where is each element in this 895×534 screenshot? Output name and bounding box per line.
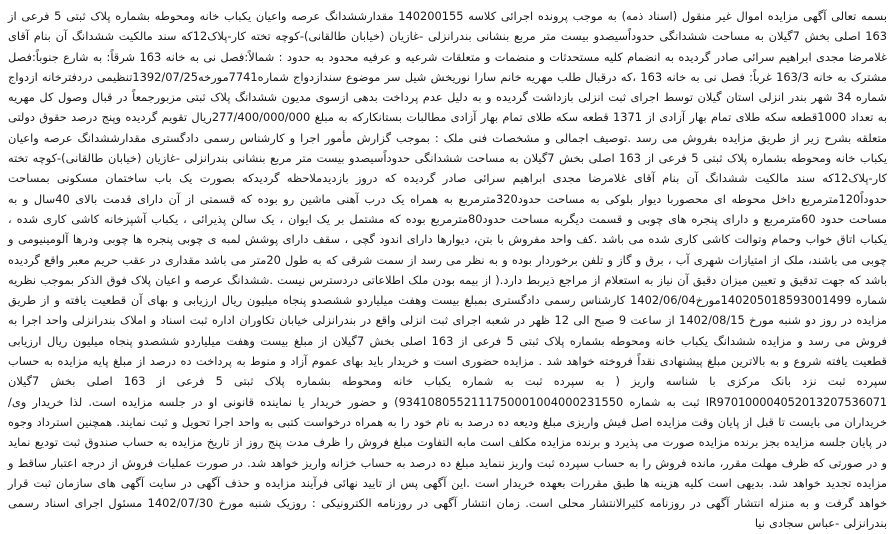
auction-notice-text: بسمه تعالی آگهی مزایده اموال غیر منقول (اسناد ذمه) به موجب پرونده اجرائی کلاسه 140200155 مقدارششدانگ عرصه واعیان یکباب خانه ومحوطه بشماره پلاک ثبتی 5 فرعی از 163 اصلی بخش 7گیلان به مساحت ششدانگی حدوداًسیصدو بیست متر مربع بنشانی بندرانزلی -غازیان (خیابان طالقانی)-کوچه تخته کار-پلاک12که سند مالکیت ششدانگ آن بنام آقای غلامرضا مجدی ابراهیم سرائی صادر گردیده به انضمام کلیه مستحدثات و منضمات و متعلقات شرعیه و عرفیه محدود به حدود : شمالاً:فصل نی به خانه 163 شرقاً: به شارع جنوباً:فصل مشترک به خانه 163/3 غرباً: فصل نی به خانه 163 ،که درقبال طلب مهریه خانم سارا نوریخش شیل سر موضوع سندازدواج شماره7741مورخه1392/07/25تنظیمی دردفترخانه ازدواج شماره 34 شهر بندر انزلی استان گیلان توسط اجرای ثبت انزلی بازداشت گردیده و به دلیل عدم پرداخت بدهی ازسوی مدیون ششدانگ پلاک ثبتی مزبورجمعاً در قبال وصول کل مهریه به تعداد 1000قطعه سکه طلای تمام بهار آزادی از 1371 قطعه سکه طلای تمام بهار آزادی مطالبات بستانکارکه به مبلغ 277/400/000/000ریال تقویم گردیده وپنج درصد حقوق دولتی متعلقه بشرح زیر از طریق مزایده بفروش می رسد .توصیف اجمالی و مشخصات فنی ملک : بموجب گزارش مأمور اجرا و کارشناس رسمی دادگستری مقدارششدانگ عرصه واعیان یکباب خانه ومحوطه بشماره پلاک ثبتی 5 فرعی از 163 اصلی بخش 7گیلان به مساحت ششدانگی حدوداًسیصدو بیست متر مربع بنشانی بندرانزلی -غازیان (خیابان طالقانی)-کوچه تخته کار-پلاک12که سند مالکیت ششدانگ آن بنام آقای غلامرضا مجدی ابراهیم سرائی صادر گردیده که دروز بازدیدملاحظه گردیدکه بصورت یک باب ساختمان مسکونی بمساحت حدوداً120مترمربع داخل محوطه ای محصوربا دیوار بلوکی به مساحت حدود320مترمربع به همراه یک درب آهنی ماشین رو بوده که قسمتی از آن دارای قدمت بالای 40سال و به مساحت حدود 60مترمربع و دارای پنجره های چوبی و قسمت دیگربه مساحت حدود80مترمربع بوده که مشتمل بر یک ایوان ، یک سالن پذیرائی ، یکباب آشپزخانه کاشی کاری شده ، یکباب اتاق خواب وحمام وتوالت کاشی کاری شده می باشد .کف واحد مفروش با بتن، دیوارها دارای اندود گچی ، سقف دارای پوشش لمبه ی چوبی پنجره ها چوبی ودرها آلومینیومی و چوبی می باشند، ملک از امتیازات شهری آب ، برق و گاز و تلفن برخوردار بوده و به نظر می رسد از سمت شرقی که به طول 20متر می باشد مقداری در عقب حریم معبر واقع گردیده باشد که جهت تدقیق و تعیین میزان دقیق آن نیاز به استعلام از مراجع ذیربط دارد.( از بیمه بودن ملک اطلاعاتی دردسترس نیست .ششدانگ عرصه و اعیان پلاک فوق الذکر بموجب نظریه شماره 140205018593001499مورخ1402/06/04 کارشناس رسمی دادگستری بمبلغ بیست وهفت میلیاردو ششصدو پنجاه میلیون ریال ارزیابی و بهای آن قطعیت یافته و از طریق مزایده در روز دو شنبه مورخ 1402/08/15 از ساعت 9 صبح الی 12 ظهر در شعبه اجرای ثبت انزلی واقع در بندرانزلی خیابان تکاوران اداره ثبت اسناد و املاک بندرانزلی واحد اجرا به فروش می رسد و مزایده ششدانگ یکباب خانه ومحوطه بشماره پلاک ثبتی 5 فرعی از 163 اصلی بخش 7گیلان از مبلغ بیست وهفت میلیاردو ششصدو پنجاه میلیون ریال ارزیابی قطعیت یافته شروع و به بالاترین مبلغ پیشنهادی نقداً فروخته خواهد شد . مزایده حضوری است و خریدار باید بهای عموم آزاد و منوط به پرداخت ده درصد از مبلغ پایه مزایده به حساب سپرده ثبت نزد بانک مرکزی با شناسه واریز ( به سپرده ثبت به شماره یکباب خانه ومحوطه بشماره پلاک ثبتی 5 فرعی از 163 اصلی بخش 7گیلان IR970100004052013207536071 ثبت به شماره 9341080552111750001004000231550) و حضور خریدار یا نماینده قانونی او در جلسه مزایده است. لذا خریدار وی/ خریداران می بایست تا قبل از پایان وقت مزایده اصل فیش واریزی مبلغ ودیعه ده درصد به نام خود را به همراه درخواست کتبی به واحد اجرا تحویل و ثبت نمایند. همچنین استرداد وجوه در پایان جلسه مزایده بجز برنده مزایده صورت می پذیرد و برنده مزایده مکلف است مابه التفاوت مبلغ فروش را ظرف مدت پنج روز از تاریخ مزایده به حساب صندوق ثبت تودیع نماید و در صورتی که ظرف مهلت مقرر، مانده فروش را به حساب سپرده ثبت واریز ننماید مبلغ ده درصد به حساب خزانه واریز خواهد شد. در صورت عملیات فروش از درجه اعتبار ساقط و مزایده تجدید خواهد شد. بدیهی است کلیه هزینه ها طبق مقررات بعهده خریدار است .این آگهی پس از تایید نهائی فرآیند مزایده و حذف آگهی در سایت آگهی های سازمان ثبت قرار خواهد گرفت و به منزله انتشار آگهی در روزنامه کثیرالانتشار محلی است. زمان انتشار آگهی در روزنامه الکترونیکی : روزیک شنبه مورخ 1402/07/30 مسئول اجرای اسناد رسمی بندرانزلی -عباس سجادی نیا xyxy=(8,9,888,531)
